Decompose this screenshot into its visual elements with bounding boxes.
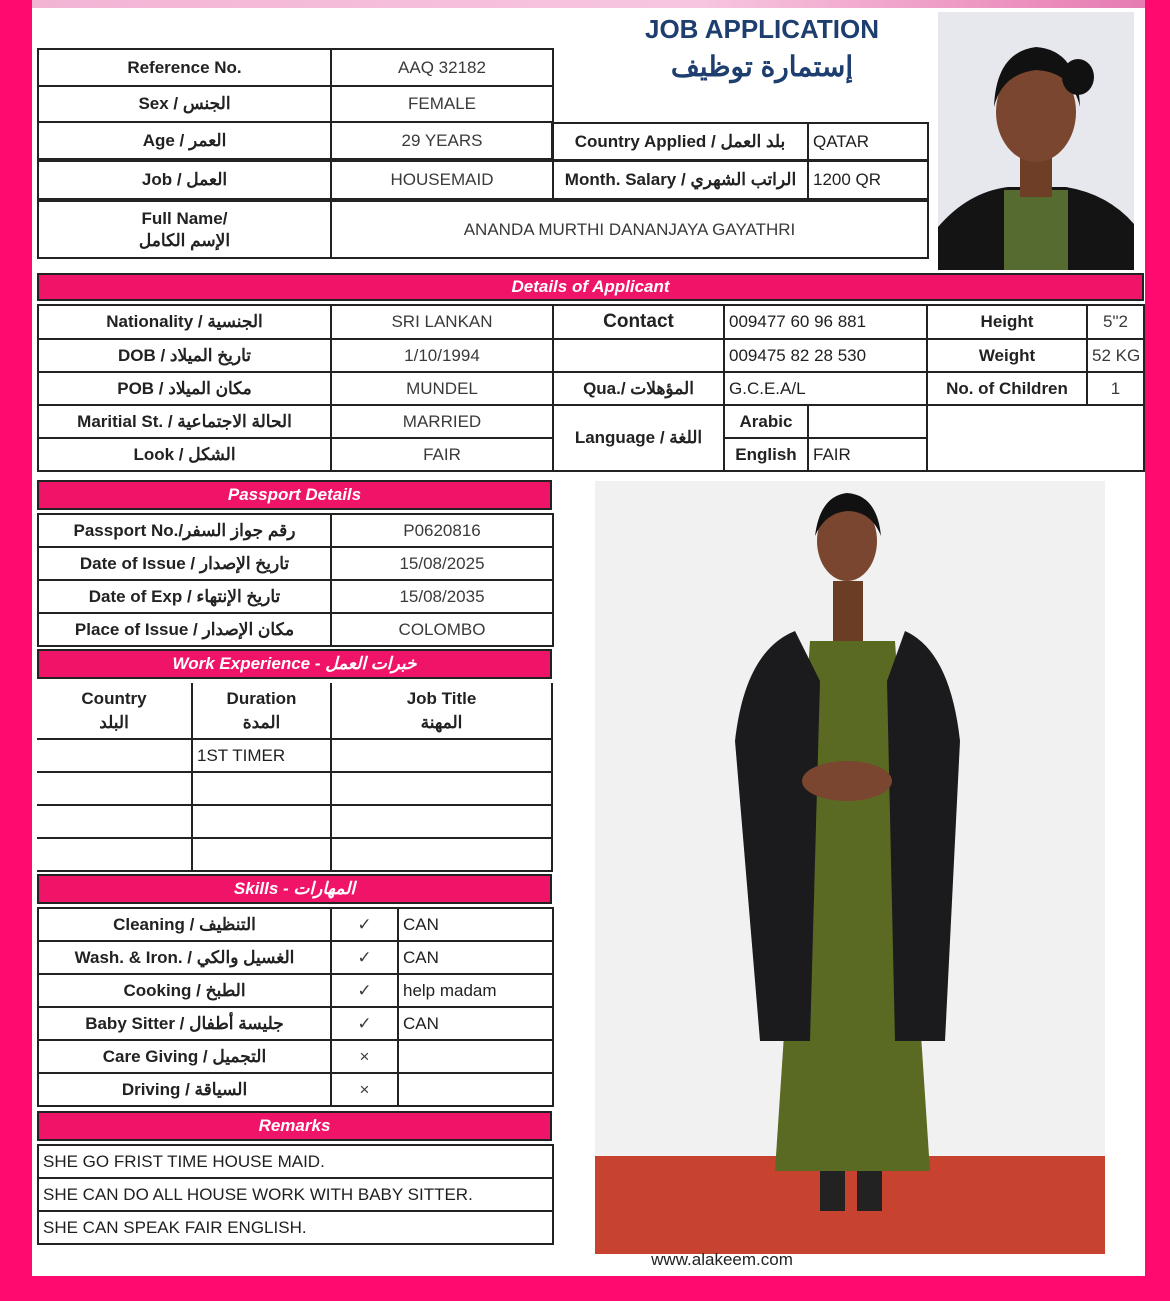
- nationality-value: SRI LANKAN: [331, 305, 553, 339]
- remark-line: SHE CAN SPEAK FAIR ENGLISH.: [38, 1211, 553, 1244]
- salary-label: Month. Salary / الراتب الشهري: [553, 161, 808, 199]
- table-row: [38, 908, 553, 941]
- work-table: [37, 683, 553, 872]
- work-duration-cell: [192, 805, 331, 838]
- fullname-value: ANANDA MURTHI DANANJAYA GAYATHRI: [331, 201, 928, 258]
- job-label: Job / العمل: [38, 161, 331, 199]
- height-label: Height: [927, 305, 1087, 339]
- children-label: No. of Children: [927, 372, 1087, 405]
- row-job: [38, 161, 928, 199]
- basic-info-table: [37, 48, 554, 160]
- remarks-table: [37, 1144, 554, 1245]
- work-job-cell: [331, 739, 552, 772]
- table-row: [37, 838, 552, 871]
- pob-value: MUNDEL: [331, 372, 553, 405]
- skill-note: CAN: [398, 908, 553, 941]
- work-country-cell: [37, 739, 192, 772]
- arabic-label: Arabic: [724, 405, 808, 438]
- check-icon: ✓: [331, 974, 398, 1007]
- contact-label: Contact: [553, 305, 724, 339]
- contact-1: 009477 60 96 881: [724, 305, 927, 339]
- row-issue: [38, 547, 553, 580]
- skill-note: CAN: [398, 941, 553, 974]
- dob-value: 1/10/1994: [331, 339, 553, 372]
- work-duration-cell: [192, 772, 331, 805]
- work-country-cell: [37, 805, 192, 838]
- row-fullname: [38, 201, 928, 258]
- row-age: [38, 122, 553, 159]
- contact-empty-cell: [553, 339, 724, 372]
- work-col-country-en: Country: [81, 688, 147, 708]
- table-row: [38, 941, 553, 974]
- table-row: [38, 1040, 553, 1073]
- work-job-cell: [331, 772, 552, 805]
- work-col-job-ar: المهنة: [420, 712, 463, 732]
- weight-label: Weight: [927, 339, 1087, 372]
- table-row: [38, 1007, 553, 1040]
- job-table: [37, 160, 929, 200]
- nationality-label: Nationality / الجنسية: [38, 305, 331, 339]
- language-label: Language / اللغة: [553, 405, 724, 471]
- age-value: 29 YEARS: [331, 122, 553, 159]
- english-label: English: [724, 438, 808, 471]
- details-empty-block: [927, 405, 1144, 471]
- check-icon: ✓: [331, 1007, 398, 1040]
- passport-table: [37, 513, 554, 647]
- look-value: FAIR: [331, 438, 553, 471]
- title-english: JOB APPLICATION: [644, 14, 879, 44]
- work-col-country: [37, 683, 192, 739]
- row-country: [552, 123, 928, 160]
- work-job-cell: [331, 805, 552, 838]
- check-icon: ✓: [331, 941, 398, 974]
- skill-label: Cooking / الطبخ: [38, 974, 331, 1007]
- work-job-cell: [331, 838, 552, 871]
- table-row: [38, 1211, 553, 1244]
- reference-label: Reference No.: [38, 49, 331, 86]
- skill-label: Wash. & Iron. / الغسيل والكي: [38, 941, 331, 974]
- exp-label: Date of Exp / تاريخ الإنتهاء: [38, 580, 331, 613]
- look-label: Look / الشكل: [38, 438, 331, 471]
- work-country-cell: [37, 772, 192, 805]
- remark-line: SHE GO FRIST TIME HOUSE MAID.: [38, 1145, 553, 1178]
- row-place: [38, 613, 553, 646]
- place-value: COLOMBO: [331, 613, 553, 646]
- row-exp: [38, 580, 553, 613]
- full-body-photo: [595, 481, 1105, 1254]
- work-country-cell: [37, 838, 192, 871]
- skill-note: [398, 1073, 553, 1106]
- work-col-country-ar: البلد: [99, 712, 129, 732]
- table-row: [37, 772, 552, 805]
- table-row: [38, 1145, 553, 1178]
- passport-bar: Passport Details: [37, 480, 552, 510]
- dob-label: DOB / تاريخ الميلاد: [38, 339, 331, 372]
- cross-icon: ×: [331, 1040, 398, 1073]
- skill-label: Cleaning / التنظيف: [38, 908, 331, 941]
- height-value: 5"2: [1087, 305, 1144, 339]
- sex-value: FEMALE: [331, 86, 553, 122]
- salary-value: 1200 QR: [808, 161, 928, 199]
- work-col-duration-en: Duration: [226, 688, 297, 708]
- place-label: Place of Issue / مكان الإصدار: [38, 613, 331, 646]
- issue-label: Date of Issue / تاريخ الإصدار: [38, 547, 331, 580]
- table-row: [38, 974, 553, 1007]
- details-bar: Details of Applicant: [37, 273, 1144, 301]
- table-row: [38, 1073, 553, 1106]
- application-sheet: [32, 0, 1145, 1276]
- row-passport-no: [38, 514, 553, 547]
- passport-no-value: P0620816: [331, 514, 553, 547]
- job-value: HOUSEMAID: [331, 161, 553, 199]
- exp-value: 15/08/2035: [331, 580, 553, 613]
- english-value: FAIR: [808, 438, 927, 471]
- work-col-job-en: Job Title: [406, 688, 477, 708]
- work-header-row: [37, 683, 552, 739]
- skill-note: [398, 1040, 553, 1073]
- remark-line: SHE CAN DO ALL HOUSE WORK WITH BABY SITTER.: [38, 1178, 553, 1211]
- remarks-bar: Remarks: [37, 1111, 552, 1141]
- skill-label: Driving / السياقة: [38, 1073, 331, 1106]
- row-reference: [38, 49, 553, 86]
- passport-no-label: Passport No./رقم جواز السفر: [38, 514, 331, 547]
- weight-value: 52 KG: [1087, 339, 1144, 372]
- fullname-table: [37, 200, 929, 259]
- work-col-job: [331, 683, 552, 739]
- fullname-label: [38, 201, 331, 258]
- row-dob: [38, 339, 1144, 372]
- table-row: [37, 739, 552, 772]
- skill-note: CAN: [398, 1007, 553, 1040]
- fullname-label-en: Full Name/: [141, 208, 228, 228]
- children-value: 1: [1087, 372, 1144, 405]
- website-footer: www.alakeem.com: [651, 1250, 793, 1269]
- cross-icon: ×: [331, 1073, 398, 1106]
- portrait-photo: [938, 12, 1134, 270]
- work-col-duration: [192, 683, 331, 739]
- table-row: [37, 805, 552, 838]
- skill-note: help madam: [398, 974, 553, 1007]
- skill-label: Baby Sitter / جليسة أطفال: [38, 1007, 331, 1040]
- country-value: QATAR: [808, 123, 928, 160]
- work-col-duration-ar: المدة: [242, 712, 281, 732]
- pob-label: POB / مكان الميلاد: [38, 372, 331, 405]
- row-pob: [38, 372, 1144, 405]
- issue-value: 15/08/2025: [331, 547, 553, 580]
- marital-value: MARRIED: [331, 405, 553, 438]
- top-band: [32, 0, 1145, 8]
- skills-bar: Skills - المهارات: [37, 874, 552, 904]
- work-bar: Work Experience - خبرات العمل: [37, 649, 552, 679]
- age-label: Age / العمر: [38, 122, 331, 159]
- work-duration-cell: [192, 838, 331, 871]
- check-icon: ✓: [331, 908, 398, 941]
- reference-value: AAQ 32182: [331, 49, 553, 86]
- sex-label: Sex / الجنس: [38, 86, 331, 122]
- contact-2: 009475 82 28 530: [724, 339, 927, 372]
- table-row: [38, 1178, 553, 1211]
- country-table: [551, 122, 929, 161]
- title-arabic: إستمارة توظيف: [670, 51, 854, 82]
- skill-label: Care Giving / التجميل: [38, 1040, 331, 1073]
- country-label: Country Applied / بلد العمل: [552, 123, 808, 160]
- row-nationality: [38, 305, 1144, 339]
- work-duration-cell: 1ST TIMER: [192, 739, 331, 772]
- skills-table: [37, 907, 554, 1107]
- qua-value: G.C.E.A/L: [724, 372, 927, 405]
- marital-label: Maritial St. / الحالة الاجتماعية: [38, 405, 331, 438]
- row-sex: [38, 86, 553, 122]
- qua-label: Qua./ المؤهلات: [553, 372, 724, 405]
- arabic-value: [808, 405, 927, 438]
- fullname-label-ar: الإسم الكامل: [138, 230, 231, 250]
- row-marital: [38, 405, 1144, 438]
- details-table: [37, 304, 1145, 472]
